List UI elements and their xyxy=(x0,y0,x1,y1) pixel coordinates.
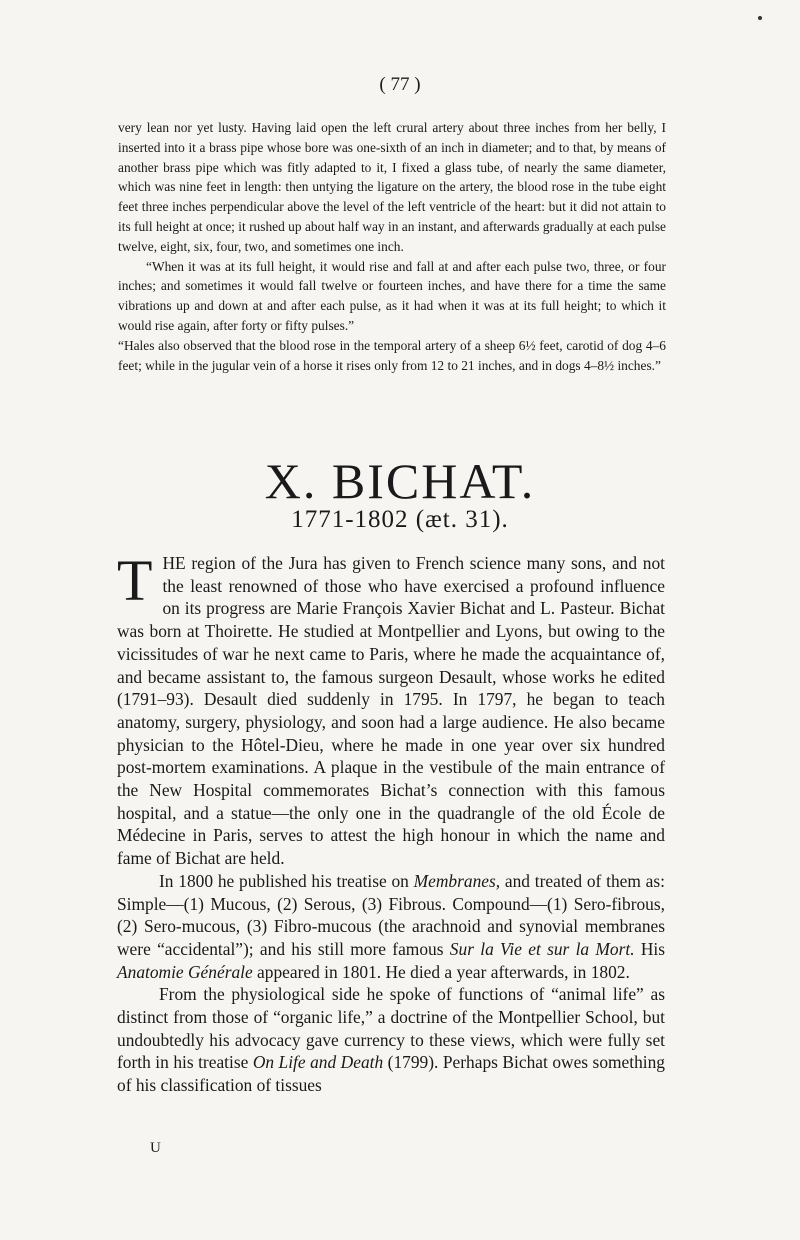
body-paragraph xyxy=(117,870,665,984)
body-text xyxy=(117,548,666,1097)
paragraph-text: appeared in 1801. He died a year afterwards, in 1802. xyxy=(252,961,630,982)
quote-paragraph: “When it was at its full height, it would rise and fall at and after each pulse two, three, or four inches; and sometimes it would fall twelve or fourteen inches, and have there for a time the same vibrations up and down at and after each pulse, as it had when it was at its full height; to which it would rise again, after forty or fifty pulses.” xyxy=(118,258,666,333)
italic-title: Sur la Vie et sur la Mort. xyxy=(449,938,635,959)
paragraph-text: HE region of the Jura has given to French science many sons, and not the least renowned of those who have exercised a profound influence on its progress are Marie François Xavier Bichat and L. Pasteur. Bichat was born at Thoirette. He studied at Montpellier and Lyons, but owing to the vicissitudes of war he next came to Paris, where he made the acquaintance of, and became assistant to, the famous surgeon Desault, whose works he edited (1791–93). Desault died suddenly in 1795. In 1797, he began to teach anatomy, surgery, physiology, and soon had a large audience. He also became physician to the Hôtel-Dieu, where he made in one year over six hundred post-mortem examinations. A plaque in the vestibule of the main entrance of the New Hospital commemorates Bichat’s connection with this famous hospital, and a statue—the only one in the quadrangle of the old École de Médecine in Paris, serves to attest the high honour in which the name and fame of Bichat are held. xyxy=(117,553,665,869)
body-paragraph xyxy=(117,983,665,1097)
quote-paragraph: “Hales also observed that the blood rose in the temporal artery of a sheep 6½ feet, carotid of dog 4–6 feet; while in the jugular vein of a horse it rises only from 12 to 21 inches, and in dogs 4–8½ inches.” xyxy=(118,337,666,373)
paragraph-text: In 1800 he published his treatise on xyxy=(159,870,414,891)
paragraph-text: His xyxy=(634,938,665,959)
body-paragraph xyxy=(117,548,665,870)
quoted-excerpt xyxy=(118,118,666,375)
italic-title: On Life and Death xyxy=(252,1052,384,1073)
page-number: ( 77 ) xyxy=(379,74,421,95)
italic-title: Anatomie Générale xyxy=(117,961,253,982)
chapter-title: X. BICHAT. xyxy=(264,453,536,509)
paragraph-text: (1799). Perhaps Bichat owes something of his classification of tissues xyxy=(117,1052,666,1096)
signature-mark: U xyxy=(150,1140,161,1156)
italic-title: Membranes, xyxy=(413,870,501,891)
chapter-dates: 1771-1802 (æt. 31). xyxy=(291,506,509,533)
drop-cap: T xyxy=(117,548,153,613)
edge-mark xyxy=(758,16,762,20)
quote-paragraph: very lean nor yet lusty. Having laid open the left crural artery about three inches from her belly, I inserted into it a brass pipe whose bore was one-sixth of an inch in diameter; and to that, by means of another brass pipe which was fitly adapted to it, I fixed a glass tube, of nearly the same diameter, which was nine feet in length: then untying the ligature on the artery, the blood rose in the tube eight feet three inches perpendicular above the level of the left ventricle of the heart: but it did not attain to its full height at once; it rushed up about half way in an instant, and afterwards gradually at each pulse twelve, eight, six, four, two, and sometimes one inch. xyxy=(118,120,666,254)
paragraph-text: and treated of them as: Simple—(1) Mucous, (2) Serous, (3) Fibrous. Compound—(1) Sero-fibrous, (2) Sero-mucous, (3) Fibro-mucous (the arachnoid and synovial membranes were “accidental”); and his still more famous xyxy=(117,870,665,959)
paragraph-text: From the physiological side he spoke of functions of “animal life” as distinct from those of “organic life,” a doctrine of the Montpellier School, but undoubtedly his advocacy gave currency to these views, which were fully set forth in his treatise xyxy=(117,984,665,1073)
